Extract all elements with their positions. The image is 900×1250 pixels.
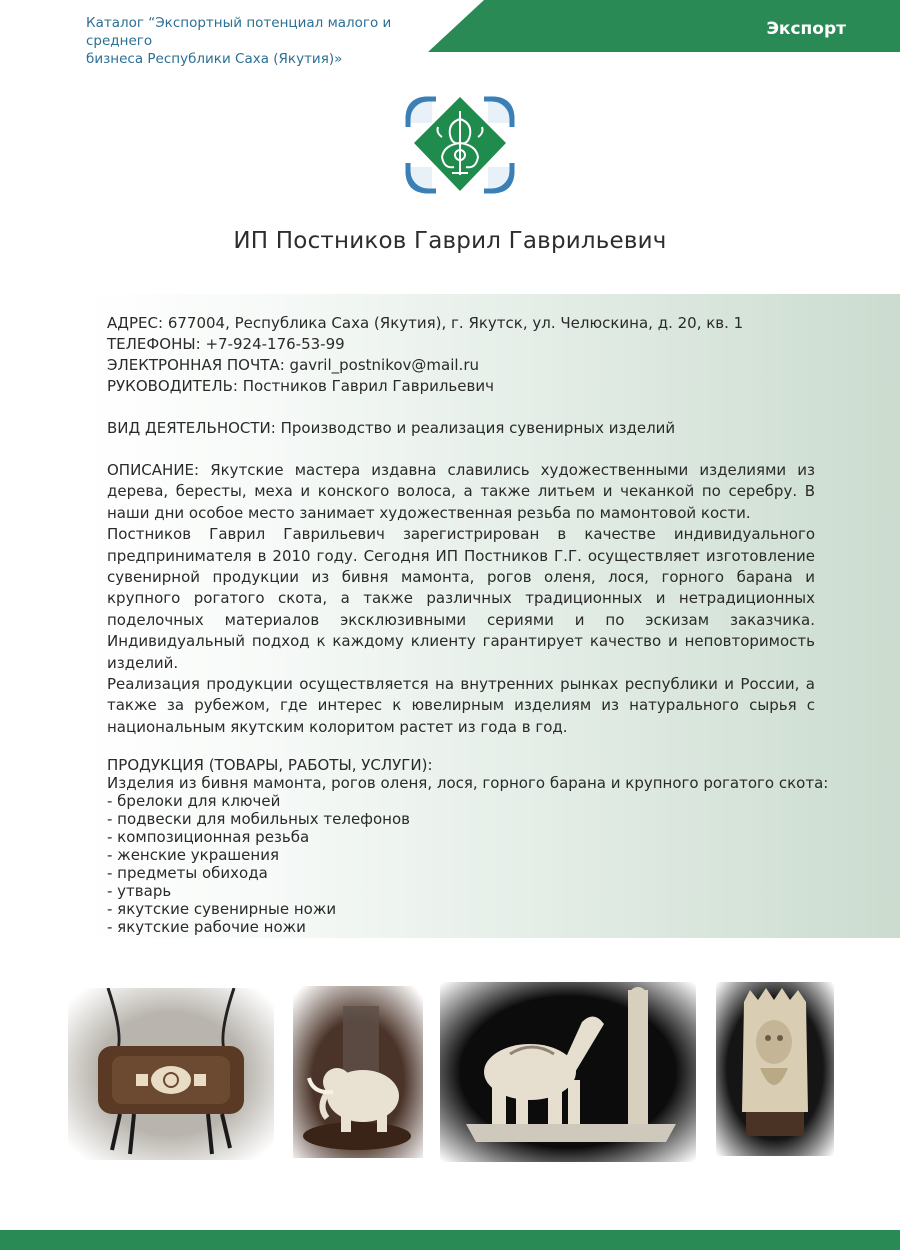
list-item: - утварь: [107, 882, 172, 901]
products-intro: Изделия из бивня мамонта, рогов оленя, лося, горного барана и крупного рогатого скота:: [107, 774, 829, 793]
director-line: [107, 376, 815, 397]
activity-value: Производство и реализация сувенирных изделий: [280, 419, 676, 437]
product-photo-mammoth: [293, 986, 423, 1158]
phones-label: ТЕЛЕФОНЫ:: [107, 335, 201, 353]
activity-label: ВИД ДЕЯТЕЛЬНОСТИ:: [107, 419, 276, 437]
company-title: ИП Постников Гаврил Гаврильевич: [233, 228, 667, 254]
description-paragraph-1: [107, 460, 815, 524]
email-label: ЭЛЕКТРОННАЯ ПОЧТА:: [107, 356, 285, 374]
list-item: - женские украшения: [107, 846, 279, 865]
director-label: РУКОВОДИТЕЛЬ:: [107, 377, 238, 395]
company-info: [107, 313, 829, 937]
list-item: - подвески для мобильных телефонов: [107, 810, 411, 829]
list-item: - якутские рабочие ножи: [107, 918, 306, 937]
list-item: - композиционная резьба: [107, 828, 310, 847]
catalog-line-2: бизнеса Республики Саха (Якутия)»: [86, 51, 343, 67]
yakut-ornament-logo-icon: [402, 93, 518, 197]
footer-bar: [0, 1230, 900, 1250]
phones-value: +7-924-176-53-99: [205, 335, 345, 353]
product-photo-horse: [440, 982, 696, 1162]
catalog-header: [86, 14, 446, 68]
description-paragraph-2: Постников Гаврил Гаврильевич зарегистрирован в качестве индивидуального предпринимателя в 2010 году. Сегодня ИП Постников Г.Г. осуществляет изготовление сувенирной продукции из бивня мамонта, рогов оленя, лося, горного барана и крупного рогатого скота, а также различных традиционных и нетрадиционных поделочных материалов эксклюзивными сериями и по эскизам заказчика. Индивидуальный подход к каждому клиенту гарантирует качество и неповторимость изделий.: [107, 525, 815, 672]
list-item: - брелоки для ключей: [107, 792, 281, 811]
export-tab-label: Экспорт: [766, 19, 846, 39]
description-paragraph-3: Реализация продукции осуществляется на внутренних рынках республики и России, а также за рубежом, где интерес к ювелирным изделиям из натурального сырья с национальным якутским колоритом растет из года в год.: [107, 675, 815, 736]
list-item: - якутские сувенирные ножи: [107, 900, 337, 919]
catalog-line-1: Каталог “Экспортный потенциал малого и среднего: [86, 15, 392, 49]
address-line: [107, 313, 815, 334]
email-line: [107, 355, 815, 376]
phones-line: [107, 334, 815, 355]
product-photo-pendant: [68, 988, 274, 1160]
address-label: АДРЕС:: [107, 314, 164, 332]
email-value: gavril_postnikov@mail.ru: [289, 356, 479, 374]
address-value: 677004, Республика Саха (Якутия), г. Якутск, ул. Челюскина, д. 20, кв. 1: [167, 314, 744, 332]
description-text-1: Якутские мастера издавна славились художественными изделиями из дерева, бересты, меха и конского волоса, а также литьем и чеканкой по серебру. В наши дни особое место занимает художественная резьба по мамонтовой кости.: [107, 461, 815, 522]
activity-line: [107, 418, 815, 439]
description-label: ОПИСАНИЕ:: [107, 461, 200, 479]
list-item: - предметы обихода: [107, 864, 268, 883]
director-value: Постников Гаврил Гаврильевич: [242, 377, 494, 395]
products-label: ПРОДУКЦИЯ (ТОВАРЫ, РАБОТЫ, УСЛУГИ):: [107, 756, 433, 775]
product-photo-carving: [716, 982, 834, 1156]
